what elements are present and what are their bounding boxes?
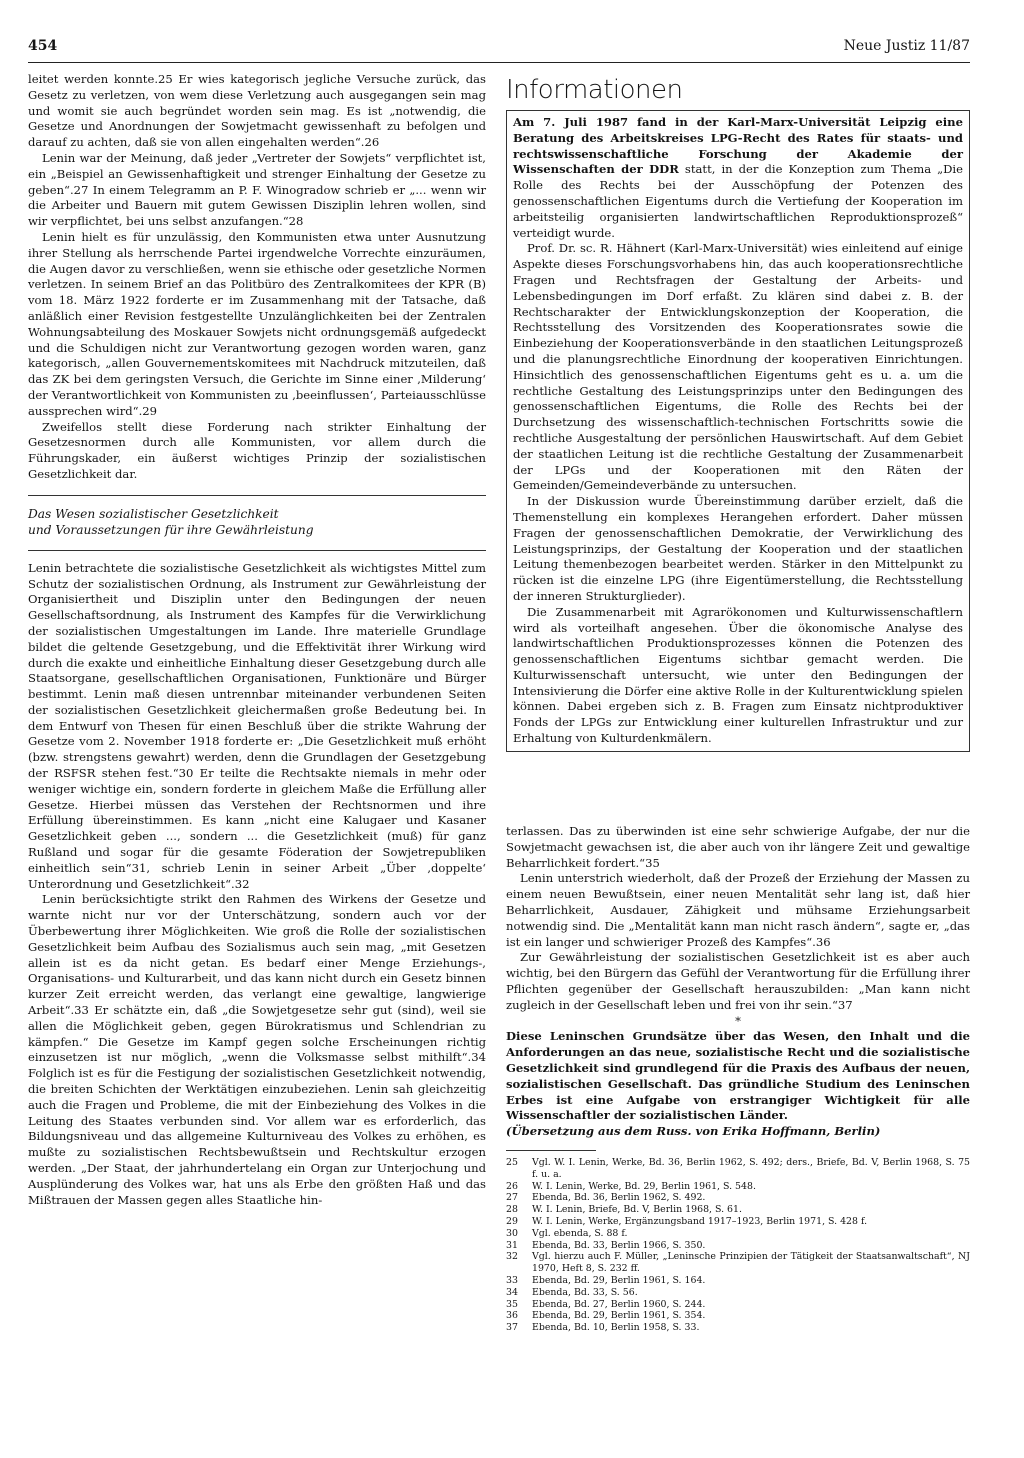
footnote-number: 37 — [506, 1322, 518, 1334]
left-column — [28, 72, 486, 1208]
paragraph: Prof. Dr. sc. R. Hähnert (Karl-Marx-Universität) wies einleitend auf einige Aspekte dieses Forschungsvorhabens hin, das auch kooperationsrechtliche Fragen und Rechtsfragen der Gestaltung der Arbeits- und Lebensbedingungen im Dorf erfaßt. Zu klären sind dabei z. B. der Rechtscharakter der Entwicklungskonzeption der Kooperation, die Rechtsstellung des Vorsitzenden des Kooperationsrates sowie die Einbeziehung der Kooperationsverbände in den staatlichen Leitungsprozeß und die planungsrechtliche Einordnung der kooperativen Einrichtungen. Hinsichtlich des genossenschaftlichen Eigentums geht es u. a. um die rechtliche Gestaltung des Leistungsprinzips unter den Bedingungen des genossenschaftlichen Eigentums, die Rolle des Rechts bei der Durchsetzung des wissenschaftlich-technischen Fortschritts sowie die rechtliche Ausgestaltung der persönlichen Hauswirtschaft. Auf dem Gebiet der staatlichen Leitung ist die rechtliche Gestaltung der Zusammenarbeit der LPGs und der Kooperationen mit den Räten der Gemeinden/Gemeindeverbände zu untersuchen. — [513, 241, 963, 493]
footnote-text: Ebenda, Bd. 29, Berlin 1961, S. 164. — [532, 1274, 706, 1286]
footnote-number: 34 — [506, 1286, 518, 1298]
info-lead-bold: Am 7. Juli 1987 fand in der Karl-Marx-Universität Leipzig eine Beratung des Arbeitskreises LPG-Recht des Rates für staats- und rechtswissenschaftliche Forschung der Akademie der Wissenschaften der DDR — [513, 115, 963, 177]
journal-title: Neue Justiz 11/87 — [843, 38, 970, 54]
footnote-number: 32 — [506, 1251, 518, 1263]
footnote-text: Vgl. ebenda, S. 88 f. — [532, 1227, 628, 1239]
footnote-number: 25 — [506, 1156, 518, 1168]
footnote-number: 30 — [506, 1227, 518, 1239]
footnote-text: Vgl. W. I. Lenin, Werke, Bd. 36, Berlin 1962, S. 492; ders., Briefe, Bd. V, Berlin 1968, S. 75 f. u. a. — [532, 1156, 970, 1180]
section-heading-line-1: Das Wesen sozialistischer Gesetzlichkeit — [28, 506, 279, 521]
footnote-text: Ebenda, Bd. 29, Berlin 1961, S. 354. — [532, 1310, 706, 1322]
separator-star: * — [735, 1013, 741, 1028]
paragraph: Lenin hielt es für unzulässig, den Kommunisten etwa unter Ausnutzung ihrer Stellung als herrschende Partei irgendwelche Vorrechte einzuräumen, die Augen davor zu verschließen, wenn sie ethische oder gesetzliche Normen verletzen. In seinem Brief an das Politbüro des Zentralkomitees der KPR (B) vom 18. März 1922 forderte er im Zusammenhang mit der Tatsache, daß anläßlich einer Revision festgestellte Unzulänglichkeiten bei der Zentralen Wohnungsabteilung des Moskauer Sowjets nicht ordnungsgemäß aufgedeckt und die Schuldigen nicht zur Verantwortung gezogen worden waren, ganz kategorisch, „allen Gouvernementskomitees mit Nachdruck mitzuteilen, daß das ZK bei dem geringsten Versuch, die Gerichte im Sinne einer ‚Milderung‘ der Verantwortlichkeit von Kommunisten zu ‚beeinflussen‘, Parteiausschlüsse aussprechen wird“.29 — [28, 229, 486, 418]
section-heading — [28, 495, 486, 551]
footnote — [506, 1310, 970, 1322]
info-box — [506, 110, 970, 752]
footnote — [506, 1181, 970, 1193]
footnote — [506, 1204, 970, 1216]
footnote-number: 33 — [506, 1274, 518, 1286]
footnote-text: Ebenda, Bd. 33, Berlin 1966, S. 350. — [532, 1239, 706, 1251]
paragraph: terlassen. Das zu überwinden ist eine sehr schwierige Aufgabe, der nur die Sowjetmacht gewachsen ist, die aber auch von ihr längere Zeit und gewaltige Beharrlichkeit fordert.“35 — [506, 824, 970, 870]
info-lead-rest: statt, in der die Konzeption zum Thema „Die Rolle des Rechts bei der Ausschöpfung der Potenzen des genossenschaftlichen Eigentums durch die Vertiefung der Kooperation im arbeitsteilig organisierten landwirtschaftlichen Reproduktionsprozeß“ verteidigt wurde. — [513, 162, 964, 240]
footnote — [506, 1251, 970, 1275]
footnotes — [506, 1157, 970, 1334]
footnote-number: 28 — [506, 1204, 518, 1216]
footnote-text: Ebenda, Bd. 33, S. 56. — [532, 1286, 638, 1298]
translation-note: (Übersetzung aus dem Russ. von Erika Hoffmann, Berlin) — [506, 1124, 881, 1139]
paragraph: Lenin berücksichtigte strikt den Rahmen des Wirkens der Gesetze und warnte nicht nur vor der Unterschätzung, sondern auch vor der Überbewertung ihrer Möglichkeiten. Wie groß die Rolle der sozialistischen Gesetzlichkeit beim Aufbau des Sozialismus auch sein mag, „mit Gesetzen allein ist es da nicht getan. Es bedarf einer Menge Erziehungs-, Organisations- und Kulturarbeit, und das kann nicht durch ein Gesetz binnen kurzer Zeit erreicht werden, das verlangt eine gewaltige, langwierige Arbeit“.33 Er schätzte ein, daß „die Sowjetgesetze sehr gut (sind), weil sie allen die Möglichkeit geben, gegen Bürokratismus und Schlendrian zu kämpfen.“ Die Gesetze im Kampf gegen solche Erscheinungen richtig einzusetzen ist nur möglich, „wenn die Volksmasse selbst mithilft“.34 Folglich ist es für die Festigung der sozialistischen Gesetzlichkeit notwendig, die breiten Schichten der Werktätigen einzubeziehen. Lenin sah gleichzeitig auch die Fragen und Probleme, die mit der Einbeziehung des Volkes in die Leitung des Staates verbunden sind. Vor allem war es erforderlich, das Bildungsniveau und das allgemeine Kulturniveau des Volkes zu erhöhen, es mußte zu sozialistischen Rechtsbewußtsein und Rechtskultur erzogen werden. „Der Staat, der jahrhundertelang ein Organ zur Unterjochung und Ausplünderung des Volkes war, hat uns als Erbe den größten Haß und das Mißtrauen der Massen gegen alles Staatliche hin- — [28, 892, 486, 1207]
footnote-text: Ebenda, Bd. 10, Berlin 1958, S. 33. — [532, 1322, 700, 1334]
footnote-number: 31 — [506, 1239, 518, 1251]
footnote — [506, 1240, 970, 1252]
info-column — [506, 72, 970, 752]
paragraph: Lenin unterstrich wiederholt, daß der Prozeß der Erziehung der Massen zu einem neuen Bewußtsein, einer neuen Mentalität sehr lang ist, daß hier Beharrlichkeit, Ausdauer, Zähigkeit und mühsame Erziehungsarbeit notwendig sind. Die „Mentalität kann man nicht rasch ändern“, sagte er, „das ist ein langer und schwieriger Prozeß des Kampfes“.36 — [506, 871, 970, 949]
closing-paragraph: Diese Leninschen Grundsätze über das Wesen, den Inhalt und die Anforderungen an das neue, sozialistische Recht und die sozialistische Gesetzlichkeit sind grundlegend für die Praxis des Aufbaus der neuen, sozialistischen Gesellschaft. Das gründliche Studium des Leninschen Erbes ist eine Aufgabe von erstrangiger Wichtigkeit für alle Wissenschaftler der sozialistischen Länder. — [506, 1029, 970, 1123]
section-heading-line-2: und Voraussetzungen für ihre Gewährleistung — [28, 522, 314, 537]
footnote-text: Ebenda, Bd. 27, Berlin 1960, S. 244. — [532, 1298, 706, 1310]
footnote-text: W. I. Lenin, Werke, Bd. 29, Berlin 1961, S. 548. — [532, 1180, 756, 1192]
page-header — [28, 34, 970, 63]
paragraph: Die Zusammenarbeit mit Agrarökonomen und Kulturwissenschaftlern wird als vorteilhaft angesehen. Über die ökonomische Analyse des landwirtschaftlichen Produktionsprozesses können die Potenzen des genossenschaftlichen Eigentums sichtbar gemacht werden. Die Kulturwissenschaft untersucht, wie unter den Bedingungen der Intensivierung die Dörfer eine aktive Rolle in der Kulturentwicklung spielen können. Dabei ergeben sich z. B. Fragen zum Einsatz nichtproduktiver Fonds der LPGs zur Entwicklung einer kulturellen Infrastruktur und zur Erhaltung von Kulturdenkmälern. — [513, 604, 963, 746]
paragraph: Zur Gewährleistung der sozialistischen Gesetzlichkeit ist es aber auch wichtig, bei den Bürgern das Gefühl der Verantwortung für die Erfüllung ihrer Pflichten gegenüber der Gesellschaft herauszubilden: „Man kann nicht zugleich in der Gesellschaft leben und frei von ihr sein.“37 — [506, 950, 970, 1012]
footnote — [506, 1287, 970, 1299]
footnote-number: 26 — [506, 1180, 518, 1192]
footnote — [506, 1228, 970, 1240]
footnote-text: W. I. Lenin, Briefe, Bd. V, Berlin 1968, S. 61. — [532, 1204, 742, 1216]
footnote-number: 29 — [506, 1215, 518, 1227]
footnote-number: 36 — [506, 1310, 518, 1322]
footnote — [506, 1299, 970, 1311]
footnote — [506, 1216, 970, 1228]
footnote — [506, 1322, 970, 1334]
paragraph: In der Diskussion wurde Übereinstimmung darüber erzielt, daß die Themenstellung ein komplexes Herangehen erfordert. Daher müssen Fragen der genossenschaftlichen Demokratie, der Verwirklichung des Leistungsprinzips, der Gestaltung der Kooperation und der staatlichen Leitung themenbezogen bearbeitet werden. Stärker in den Mittelpunkt zu rücken ist die einzelne LPG (ihre Eigentümerstellung, die Rechtsstellung der inneren Strukturglieder). — [513, 494, 963, 603]
paragraph: leitet werden konnte.25 Er wies kategorisch jegliche Versuche zurück, das Gesetz zu verletzen, von wem diese Verletzung auch ausgegangen sein mag und womit sie auch begründet worden sein mag. Es ist „notwendig, die Gesetze und Anordnungen der Sowjetmacht gewissenhaft zu befolgen und darauf zu achten, daß sie von allen eingehalten werden“.26 — [28, 72, 486, 150]
paragraph: Lenin war der Meinung, daß jeder „Vertreter der Sowjets“ verpflichtet ist, ein „Beispiel an Gewissenhaftigkeit und strenger Einhaltung der Gesetze zu geben“.27 In einem Telegramm an P. F. Winogradow schrieb er „... wenn wir die Arbeiter und Bauern mit gutem Gewissen Disziplin lehren wollen, sind wir verpflichtet, bei uns selbst anzufangen.“28 — [28, 150, 486, 229]
info-section-title: Informationen — [506, 75, 683, 105]
journal-page — [28, 34, 970, 1434]
paragraph: Lenin betrachtete die sozialistische Gesetzlichkeit als wichtigstes Mittel zum Schutz der sozialistischen Ordnung, als Instrument zur Gewährleistung der Organisiertheit und Disziplin unter den Bedingungen der neuen Gesellschaftsordnung, als Instrument des Kampfes für die Verwirklichung der sozialistischen Umgestaltungen im Lande. Ihre materielle Grundlage bildet die geltende Gesetzgebung, und die Effektivität ihrer Wirkung wird durch die exakte und einheitliche Einhaltung dieser Gesetzgebung durch alle Staatsorgane, gesellschaftlichen Organisationen, Funktionäre und Bürger bestimmt. Lenin maß diesen untrennbar miteinander verbundenen Seiten der sozialistischen Gesetzlichkeit gleichermaßen große Bedeutung bei. In dem Entwurf von Thesen für einen Beschluß über die strikte Wahrung der Gesetze vom 2. November 1918 forderte er: „Die Gesetzlichkeit muß erhöht (bzw. strengstens gewahrt) werden, denn die Grundlagen der Gesetzgebung der RSFSR stehen fest.“30 Er teilte die Rechtsakte niemals in mehr oder weniger wichtige ein, sondern forderte in gleichem Maße die Erfüllung aller Gesetze. Hierbei müssen das Verstehen der Rechtsnormen und ihre Erfüllung übereinstimmen. Es kann „nicht eine Kalugaer und Kasaner Gesetzlichkeit geben ..., sondern ... die Gesetzlichkeit (muß) für ganz Rußland und sogar für die gesamte Föderation der Sowjetrepubliken einheitlich sein“31, schrieb Lenin in seiner Arbeit „Über ‚doppelte‘ Unterordnung und Gesetzlichkeit“.32 — [28, 560, 486, 891]
footnote-text: Vgl. hierzu auch F. Müller, „Leninsche Prinzipien der Tätigkeit der Staatsanwaltschaft“, NJ 1970, Heft 8, S. 232 ff. — [532, 1251, 970, 1275]
footnote — [506, 1192, 970, 1204]
right-continuation-column — [506, 824, 970, 1334]
footnote-text: W. I. Lenin, Werke, Ergänzungsband 1917–1923, Berlin 1971, S. 428 f. — [532, 1215, 868, 1227]
footnote-rule — [506, 1150, 596, 1151]
footnote-text: Ebenda, Bd. 36, Berlin 1962, S. 492. — [532, 1192, 706, 1204]
info-lead-paragraph — [513, 115, 963, 241]
paragraph: Zweifellos stellt diese Forderung nach strikter Einhaltung der Gesetzesnormen durch alle Kommunisten, vor allem durch die Führungskader, ein äußerst wichtiges Prinzip der sozialistischen Gesetzlichkeit dar. — [28, 419, 486, 481]
footnote — [506, 1157, 970, 1181]
footnote-number: 35 — [506, 1298, 518, 1310]
footnote — [506, 1275, 970, 1287]
page-number: 454 — [28, 38, 58, 54]
footnote-number: 27 — [506, 1192, 518, 1204]
